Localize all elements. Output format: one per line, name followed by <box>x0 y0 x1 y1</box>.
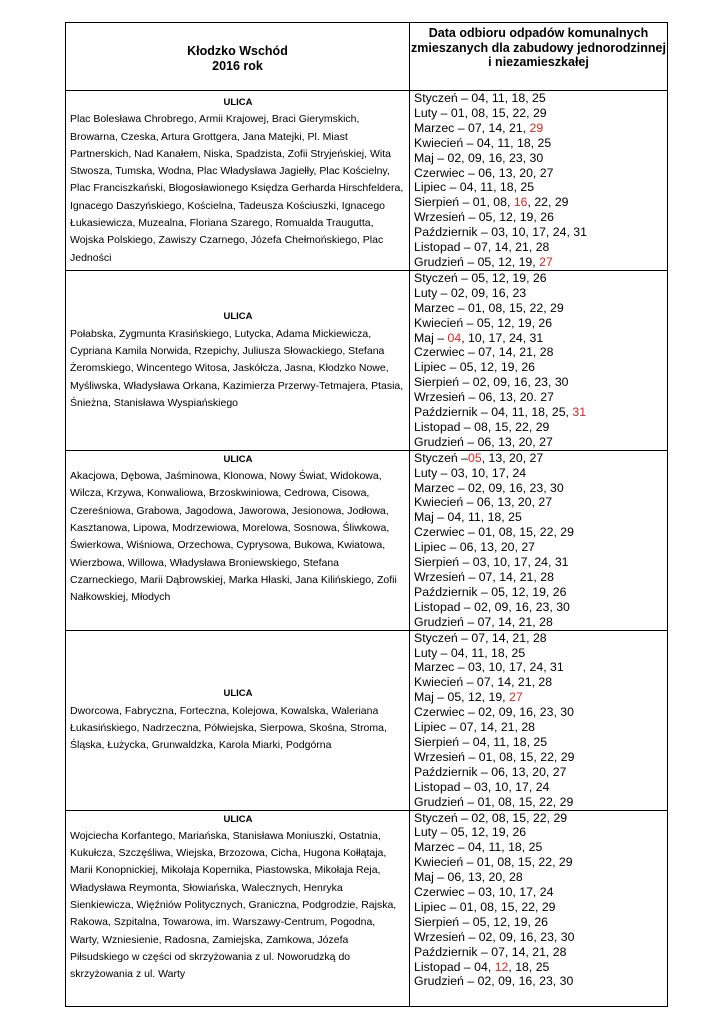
month-dates-text: Październik – 06, 13, 20, 27 <box>414 764 567 779</box>
month-dates-text: Styczeń – <box>414 450 468 465</box>
month-schedule-line <box>414 555 667 570</box>
month-dates-text: Marzec – 01, 08, 15, 22, 29 <box>414 300 564 315</box>
month-dates-text: Maj – 04, 11, 18, 25 <box>414 510 522 525</box>
month-dates-text: Lipiec – 01, 08, 15, 22, 29 <box>414 899 556 914</box>
district-title: Kłodzko Wschód <box>187 43 288 58</box>
month-schedule-line <box>414 225 667 240</box>
street-list: Akacjowa, Dębowa, Jaśminowa, Klonowa, Nowy Świat, Widokowa, Wilcza, Krzywa, Konwaliowa, Brzoskwiniowa, Cedrowa, Cisowa, Czereśniowa, Grabowa, Jagodowa, Jaworowa, Jesionowa, Jodłowa, Kasztanowa, Lipowa, Modrzewiowa, Morelowa, Sosnowa, Śliwkowa, Świerkowa, Wiśniowa, Orzechowa, Cyprysowa, Bukowa, Kwiatowa, Wierzbowa, Willowa, Władysława Broniewskiego, Stefana Czarneckiego, Marii Dąbrowskiej, Marka Hłaski, Jana Kilińskiego, Zofii Nałkowskiej, Młodych <box>70 470 397 604</box>
table-row <box>66 450 668 630</box>
month-dates-text: Sierpień – 05, 12, 19, 26 <box>414 914 548 929</box>
month-schedule-line <box>414 525 667 540</box>
month-dates-text: Lipiec – 06, 13, 20, 27 <box>414 540 536 555</box>
month-dates-text: Maj – 05, 12, 19, <box>414 690 510 705</box>
district-header-cell <box>66 23 410 91</box>
month-schedule-line <box>414 210 667 225</box>
month-dates-text: , 18, 25 <box>508 959 550 974</box>
month-dates-text: Sierpień – 02, 09, 16, 23, 30 <box>414 375 569 390</box>
month-dates-text: Czerwiec – 07, 14, 21, 28 <box>414 345 554 360</box>
highlighted-date: 16 <box>513 195 528 210</box>
month-schedule-line <box>414 960 667 975</box>
month-dates-text: Grudzień – 02, 09, 16, 23, 30 <box>414 974 574 989</box>
ulica-label: ULICA <box>223 688 253 700</box>
month-dates-text: Wrzesień – 06, 13, 20. 27 <box>414 390 554 405</box>
month-schedule-line <box>414 420 667 435</box>
dates-cell <box>410 450 668 630</box>
month-schedule-line <box>414 811 667 826</box>
dates-cell <box>410 810 668 1006</box>
month-schedule-line <box>414 121 667 136</box>
month-schedule-line <box>414 106 667 121</box>
month-schedule-line <box>414 91 667 106</box>
month-dates-text: Luty – 03, 10, 17, 24 <box>414 465 527 480</box>
month-schedule-line <box>414 345 667 360</box>
month-schedule-line <box>414 405 667 420</box>
street-list: Plac Bolesława Chrobrego, Armii Krajowej, Braci Gierymskich, Browarna, Czeska, Artura Grottgera, Jana Matejki, Pl. Miast Partnerskich, Nad Kanałem, Niska, Spadzista, Zofii Stryjeńskiej, Wita Stwosza, Tumska, Wodna, Plac Władysława Jagiełły, Plac Kościelny, Plac Franciszkański, Błogosławionego Księdza Gerharda Hirschfeldera, Ignacego Daszyńskiego, Kościelna, Tadeusza Kościuszki, Ignacego Łukasiewicza, Muzealna, Floriana Szarego, Romualda Traugutta, Wojska Polskiego, Zawiszy Czarnego, Józefa Chełmońskiego, Plac Jedności <box>70 113 404 264</box>
month-schedule-line <box>414 271 667 286</box>
month-dates-text: Wrzesień – 02, 09, 16, 23, 30 <box>414 929 575 944</box>
month-dates-text: Styczeń – 02, 08, 15, 22, 29 <box>414 810 568 825</box>
month-schedule-line <box>414 615 667 630</box>
month-schedule-line <box>414 646 667 661</box>
month-schedule-line <box>414 780 667 795</box>
month-schedule-line <box>414 750 667 765</box>
month-dates-text: Kwiecień – 01, 08, 15, 22, 29 <box>414 855 573 870</box>
table-header-row <box>66 23 668 91</box>
street-list: Połabska, Zygmunta Krasińskiego, Lutycka, Adama Mickiewicza, Cypriana Kamila Norwida, Rzepichy, Juliusza Słowackiego, Stefana Żeromskiego, Wincentego Witosa, Jaskółcza, Jasna, Kłodzko Nowe, Myśliwska, Władysława Orkana, Kazimierza Przerwy-Tetmajera, Ptasia, Śnieżna, Stanisława Wyspiańskiego <box>70 327 404 409</box>
month-dates-text: Marzec – 04, 11, 18, 25 <box>414 840 543 855</box>
month-schedule-line <box>414 195 667 210</box>
month-schedule-line <box>414 316 667 331</box>
month-dates-text: Luty – 05, 12, 19, 26 <box>414 825 527 840</box>
ulica-label: ULICA <box>223 311 253 323</box>
month-schedule-line <box>414 974 667 989</box>
month-schedule-line <box>414 870 667 885</box>
month-dates-text: Październik – 07, 14, 21, 28 <box>414 944 567 959</box>
highlighted-date: 05 <box>468 450 482 465</box>
month-schedule-line <box>414 466 667 481</box>
month-dates-text: Styczeń – 07, 14, 21, 28 <box>414 630 547 645</box>
month-schedule-line <box>414 151 667 166</box>
month-dates-text: Luty – 02, 09, 16, 23 <box>414 285 527 300</box>
streets-cell <box>66 270 410 450</box>
month-schedule-line <box>414 301 667 316</box>
month-dates-text: Kwiecień – 04, 11, 18, 25 <box>414 135 552 150</box>
month-schedule-line <box>414 795 667 810</box>
month-schedule-line <box>414 360 667 375</box>
collection-schedule-table <box>65 22 668 1007</box>
month-dates-text: Lipiec – 04, 11, 18, 25 <box>414 180 535 195</box>
dates-cell <box>410 630 668 810</box>
month-schedule-line <box>414 451 667 466</box>
highlighted-date: 27 <box>539 254 553 269</box>
month-dates-text: Grudzień – 01, 08, 15, 22, 29 <box>414 794 574 809</box>
month-schedule-line <box>414 765 667 780</box>
month-dates-text: Czerwiec – 06, 13, 20, 27 <box>414 165 554 180</box>
table-row <box>66 270 668 450</box>
month-schedule-line <box>414 255 667 270</box>
month-dates-text: Grudzień – 06, 13, 20, 27 <box>414 434 553 449</box>
month-dates-text: Październik – 04, 11, 18, 25, <box>414 405 573 420</box>
month-schedule-line <box>414 600 667 615</box>
month-schedule-line <box>414 570 667 585</box>
ulica-label: ULICA <box>223 453 253 465</box>
month-dates-text: Sierpień – 01, 08, <box>414 195 514 210</box>
month-dates-text: Październik – 05, 12, 19, 26 <box>414 584 567 599</box>
month-dates-text: Styczeń – 04, 11, 18, 25 <box>414 91 546 105</box>
month-dates-text: Grudzień – 07, 14, 21, 28 <box>414 614 553 629</box>
month-schedule-line <box>414 390 667 405</box>
month-dates-text: Czerwiec – 02, 09, 16, 23, 30 <box>414 705 574 720</box>
month-dates-text: Czerwiec – 03, 10, 17, 24 <box>414 885 554 900</box>
month-dates-text: Listopad – 08, 15, 22, 29 <box>414 419 550 434</box>
month-schedule-line <box>414 735 667 750</box>
street-list: Dworcowa, Fabryczna, Forteczna, Kolejowa, Kowalska, Waleriana Łukasińskiego, Nadrzeczna, Półwiejska, Sierpowa, Skośna, Stroma, Śląska, Łużycka, Grunwaldzka, Karola Miarki, Podgórna <box>70 704 387 752</box>
month-schedule-line <box>414 825 667 840</box>
month-dates-text: Maj – <box>414 330 448 345</box>
month-schedule-line <box>414 855 667 870</box>
month-dates-text: Listopad – 07, 14, 21, 28 <box>414 240 550 255</box>
month-dates-text: Sierpień – 04, 11, 18, 25 <box>414 734 548 749</box>
month-schedule-line <box>414 675 667 690</box>
month-dates-text: Marzec – 03, 10, 17, 24, 31 <box>414 660 564 675</box>
month-dates-text: Maj – 02, 09, 16, 23, 30 <box>414 150 544 165</box>
month-schedule-line <box>414 900 667 915</box>
streets-cell <box>66 91 410 271</box>
month-schedule-line <box>414 705 667 720</box>
month-dates-text: Październik – 03, 10, 17, 24, 31 <box>414 225 587 240</box>
month-schedule-line <box>414 286 667 301</box>
table-row <box>66 810 668 1006</box>
month-dates-text: Lipiec – 07, 14, 21, 28 <box>414 720 536 735</box>
month-schedule-line <box>414 240 667 255</box>
highlighted-date: 29 <box>529 120 544 135</box>
month-schedule-line <box>414 331 667 346</box>
month-schedule-line <box>414 930 667 945</box>
month-schedule-line <box>414 166 667 181</box>
month-schedule-line <box>414 136 667 151</box>
dates-cell <box>410 270 668 450</box>
month-dates-text: Listopad – 03, 10, 17, 24 <box>414 779 550 794</box>
month-dates-text: Kwiecień – 05, 12, 19, 26 <box>414 315 553 330</box>
month-schedule-line <box>414 510 667 525</box>
month-dates-text: Wrzesień – 05, 12, 19, 26 <box>414 210 554 225</box>
month-schedule-line <box>414 585 667 600</box>
month-schedule-line <box>414 375 667 390</box>
month-dates-text: Marzec – 02, 09, 16, 23, 30 <box>414 480 564 495</box>
year-label: 2016 rok <box>212 58 263 73</box>
month-schedule-line <box>414 945 667 960</box>
month-schedule-line <box>414 720 667 735</box>
ulica-label: ULICA <box>223 96 253 108</box>
month-dates-text: Styczeń – 05, 12, 19, 26 <box>414 270 547 285</box>
dates-cell <box>410 91 668 271</box>
month-schedule-line <box>414 180 667 195</box>
date-column-header: Data odbioru odpadów komunalnych zmieszanych dla zabudowy jednorodzinnej i niezamieszkałej <box>410 23 668 91</box>
ulica-label: ULICA <box>223 813 253 825</box>
month-dates-text: , 22, 29 <box>527 195 569 210</box>
month-dates-text: Kwiecień – 06, 13, 20, 27 <box>414 495 553 510</box>
month-dates-text: Czerwiec – 01, 08, 15, 22, 29 <box>414 525 574 540</box>
month-dates-text: Wrzesień – 07, 14, 21, 28 <box>414 570 554 584</box>
month-dates-text: , 13, 20, 27 <box>481 450 544 465</box>
month-dates-text: Listopad – 02, 09, 16, 23, 30 <box>414 599 570 614</box>
month-dates-text: Kwiecień – 07, 14, 21, 28 <box>414 675 553 690</box>
highlighted-date: 27 <box>509 690 523 705</box>
month-schedule-line <box>414 915 667 930</box>
month-dates-text: Grudzień – 05, 12, 19, <box>414 254 540 269</box>
table-row <box>66 91 668 271</box>
month-schedule-line <box>414 885 667 900</box>
streets-cell <box>66 450 410 630</box>
streets-cell <box>66 810 410 1006</box>
month-dates-text: Sierpień – 03, 10, 17, 24, 31 <box>414 555 569 570</box>
month-dates-text: Lipiec – 05, 12, 19, 26 <box>414 360 536 375</box>
month-dates-text: Luty – 04, 11, 18, 25 <box>414 645 526 660</box>
highlighted-date: 12 <box>494 959 509 974</box>
month-dates-text: Listopad – 04, <box>414 959 495 974</box>
month-schedule-line <box>414 690 667 705</box>
month-schedule-line <box>414 481 667 496</box>
month-dates-text: Wrzesień – 01, 08, 15, 22, 29 <box>414 749 575 764</box>
month-schedule-line <box>414 660 667 675</box>
month-dates-text: Marzec – 07, 14, 21, <box>414 120 530 135</box>
street-list: Wojciecha Korfantego, Mariańska, Stanisława Moniuszki, Ostatnia, Kukułcza, Szczęśliwa, Wiejska, Brzozowa, Cicha, Hugona Kołłątaja, Marii Konopnickiej, Mikołaja Kopernika, Piastowska, Mikołaja Reja, Władysława Reymonta, Słowiańska, Walecznych, Henryka Sienkiewicza, Więźniów Politycznych, Graniczna, Podgrodzie, Rajska, Rakowa, Szpitalna, Towarowa, im. Warszawy-Centrum, Pogodna, Warty, Wzniesienie, Radosna, Zamiejska, Zamkowa, Józefa Piłsudskiego w części od skrzyżowania z ul. Noworudzką do skrzyżowania z ul. Warty <box>70 829 397 981</box>
month-dates-text: Luty – 01, 08, 15, 22, 29 <box>414 105 547 120</box>
highlighted-date: 31 <box>572 405 587 420</box>
month-schedule-line <box>414 631 667 646</box>
streets-cell <box>66 630 410 810</box>
month-schedule-line <box>414 435 667 450</box>
month-schedule-line <box>414 540 667 555</box>
month-schedule-line <box>414 495 667 510</box>
month-dates-text: Maj – 06, 13, 20, 28 <box>414 870 523 885</box>
highlighted-date: 04 <box>447 330 462 345</box>
month-schedule-line <box>414 840 667 855</box>
month-dates-text: , 10, 17, 24, 31 <box>461 330 544 345</box>
table-row <box>66 630 668 810</box>
